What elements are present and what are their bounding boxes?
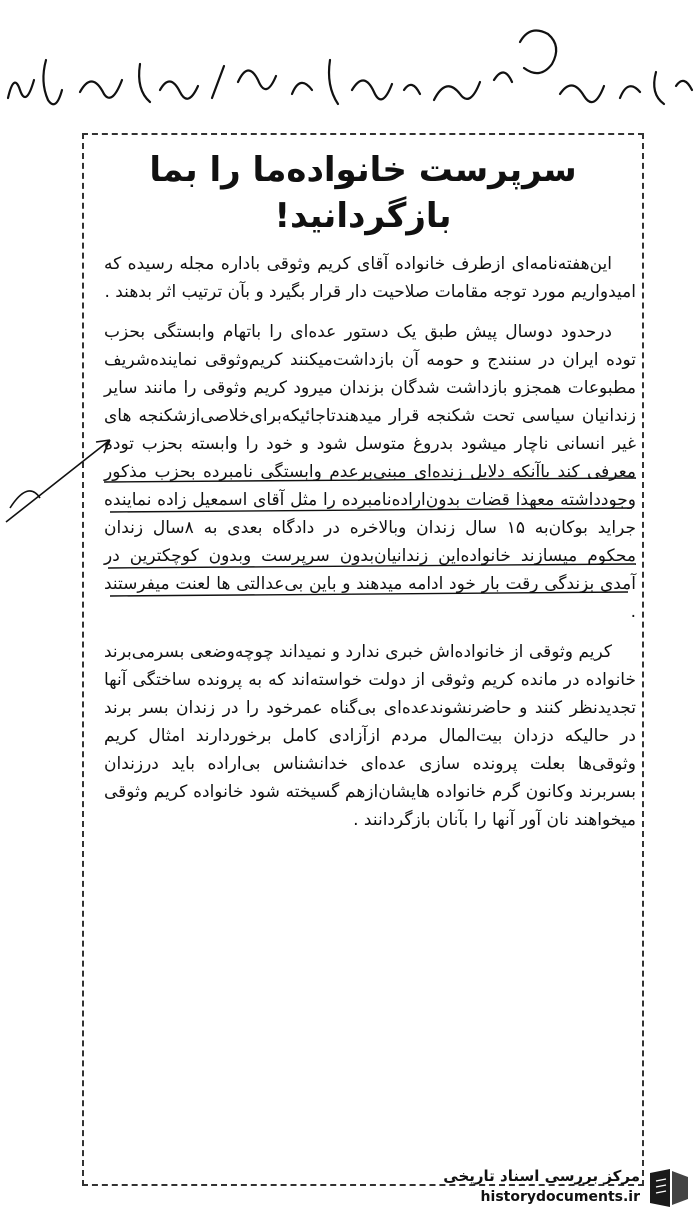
watermark-text-en: historydocuments.ir <box>480 1189 640 1205</box>
article-paragraph-3: کریم وثوقی از خانواده‌اش خبری ندارد و نمیداند چوچه‌وضعی بسرمی‌برند خانواده در مانده کریم وثوقی از دولت خواسته‌اند که به پرونده ساختگی آنها تجدیدنظر کنند و حاضرنشوندعده‌ای بی‌گناه عمرخود را در زندان بسر برند در حالیکه دزدان بیت‌المال مردم ازآزادی کامل برخوردارند امثال کریم وثوقی‌ها بعلت پرونده سازی عده‌ای خدانشناس بی‌اراده باید درزندان بسربرند وکانون گرم خانواده هایشان‌ازهم گسیخته شود خانواده کریم وثوقی میخواهند نان آور آنها را بآنان بازگردانند . <box>104 642 636 830</box>
article-title-line2: بازگردانید! <box>274 196 452 236</box>
watermark-text-fa: مرکز بررسی اسناد تاریخی <box>443 1167 640 1185</box>
article-body <box>104 250 636 846</box>
watermark <box>392 1165 692 1211</box>
article-paragraph-1: این‌هفته‌نامه‌ای ازطرف خانواده آقای کریم وثوقی باداره مجله رسیده که امیدواریم مورد توجه مقامات صلاحیت دار قرار بگیرد و بآن ترتیب اثر بدهند . <box>104 254 636 302</box>
archive-logo-icon <box>646 1167 692 1209</box>
handwritten-note <box>0 20 700 130</box>
article-paragraph-2: درحدود دوسال پیش طبق یک دستور عده‌ای را باتهام وابستگی بحزب توده ایران در سنندج و حومه آن بازداشت‌میکنند کریم‌وثوقی نماینده‌شریف مطبوعات همجزو بازداشت شدگان بزندان میرود کریم وثوقی را مانند سایر زندانیان سیاسی تحت شکنجه قرار میدهند‌تاجائیکه‌برای‌خلاصی‌ازشکنجه های غیر انسانی ناچار میشود بدروغ متوسل شود و خود را وابسته بحزب توده معرفی کند باآنکه دلایل زنده‌ای مبنی‌بر‌عدم وابستگی نامبرده بحزب مذکور وجودداشته معهذا قضات بدون‌اراده‌نامبرده را مثل آقای اسمعیل زاده نماینده جراید بوکان‌به ۱۵ سال زندان وبالاخره در دادگاه بعدی به ۸سال زندان محکوم میسازند خانواده‌این زندانیان‌بدون سرپرست وبدون کوچکترین در آمدی بزندگی رقت بار خود ادامه میدهند و باین بی‌عدالتی ها لعنت میفرستند . <box>104 322 636 622</box>
article-title-line1: سرپرست خانواده‌ما را بما <box>149 150 577 190</box>
